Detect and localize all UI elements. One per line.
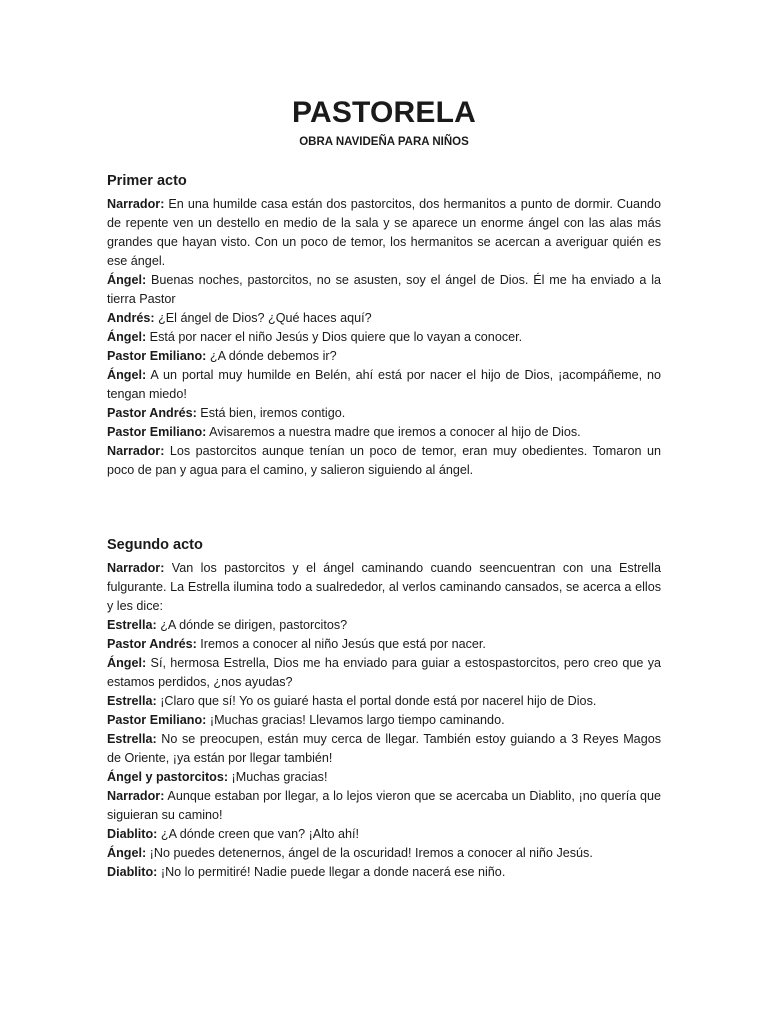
dialogue-line — [107, 768, 661, 787]
speaker-name: Estrella: — [107, 732, 157, 746]
dialogue-line — [107, 442, 661, 480]
speaker-name: Ángel: — [107, 656, 147, 670]
act-heading: Primer acto — [107, 173, 187, 189]
dialogue-line — [107, 366, 661, 404]
speaker-name: Ángel: — [107, 273, 147, 287]
speaker-name: Pastor Emiliano: — [107, 425, 207, 439]
speaker-name: Pastor Andrés: — [107, 637, 197, 651]
dialogue-line — [107, 616, 661, 635]
dialogue-text: En una humilde casa están dos pastorcitos, dos hermanitos a punto de dormir. Cuando de repente ven un destello en medio de la sala y se aparece un enorme ángel con las alas más grandes que hayan visto. Con un poco de temor, los hermanitos se acercan a averiguar quién es ese ángel. — [107, 197, 661, 268]
dialogue-text: ¿A dónde se dirigen, pastorcitos? — [156, 618, 348, 632]
dialogue-line — [107, 559, 661, 616]
act-section — [107, 534, 661, 882]
dialogue-block — [107, 195, 661, 480]
speaker-name: Ángel: — [107, 368, 147, 382]
speaker-name: Estrella: — [107, 694, 157, 708]
dialogue-text: Los pastorcitos aunque tenían un poco de temor, eran muy obedientes. Tomaron un poco de pan y agua para el camino, y salieron siguiendo al ángel. — [107, 444, 661, 477]
dialogue-block — [107, 559, 661, 882]
dialogue-line — [107, 328, 661, 347]
dialogue-line — [107, 423, 661, 442]
dialogue-line — [107, 347, 661, 366]
dialogue-line — [107, 195, 661, 271]
speaker-name: Diablito: — [107, 827, 158, 841]
speaker-name: Narrador: — [107, 444, 165, 458]
document-subtitle: OBRA NAVIDEÑA PARA NIÑOS — [299, 136, 469, 148]
dialogue-line — [107, 404, 661, 423]
dialogue-text: Está bien, iremos contigo. — [196, 406, 346, 420]
dialogue-line — [107, 730, 661, 768]
dialogue-text: Iremos a conocer al niño Jesús que está por nacer. — [196, 637, 486, 651]
dialogue-text: Van los pastorcitos y el ángel caminando cuando seencuentran con una Estrella fulgurante. La Estrella ilumina todo a sualrededor, al verlos caminando cansados, se acerca a ellos y les dice: — [107, 561, 661, 613]
dialogue-text: ¡Claro que sí! Yo os guiaré hasta el portal donde está por nacerel hijo de Dios. — [156, 694, 597, 708]
speaker-name: Pastor Andrés: — [107, 406, 197, 420]
speaker-name: Andrés: — [107, 311, 155, 325]
speaker-name: Ángel: — [107, 846, 147, 860]
dialogue-line — [107, 635, 661, 654]
speaker-name: Ángel y pastorcitos: — [107, 770, 229, 784]
dialogue-line — [107, 309, 661, 328]
dialogue-text: ¿El ángel de Dios? ¿Qué haces aquí? — [154, 311, 372, 325]
speaker-name: Estrella: — [107, 618, 157, 632]
dialogue-line — [107, 787, 661, 825]
document-title: PASTORELA — [291, 96, 477, 129]
dialogue-text: ¿A dónde creen que van? ¡Alto ahí! — [157, 827, 360, 841]
dialogue-line — [107, 654, 661, 692]
speaker-name: Pastor Emiliano: — [107, 349, 207, 363]
dialogue-text: ¡No lo permitiré! Nadie puede llegar a donde nacerá ese niño. — [157, 865, 506, 879]
dialogue-text: No se preocupen, están muy cerca de llegar. También estoy guiando a 3 Reyes Magos de Oriente, ¡ya están por llegar también! — [107, 732, 661, 765]
speaker-name: Diablito: — [107, 865, 158, 879]
dialogue-text: A un portal muy humilde en Belén, ahí está por nacer el hijo de Dios, ¡acompáñeme, no tengan miedo! — [107, 368, 661, 401]
act-heading: Segundo acto — [107, 537, 203, 553]
dialogue-text: Está por nacer el niño Jesús y Dios quiere que lo vayan a conocer. — [146, 330, 523, 344]
dialogue-line — [107, 692, 661, 711]
dialogue-line — [107, 863, 661, 882]
dialogue-line — [107, 711, 661, 730]
dialogue-text: Aunque estaban por llegar, a lo lejos vieron que se acercaba un Diablito, ¡no quería que siguieran su camino! — [107, 789, 661, 822]
dialogue-text: Sí, hermosa Estrella, Dios me ha enviado para guiar a estospastorcitos, pero creo que ya estamos perdidos, ¿nos ayudas? — [107, 656, 661, 689]
dialogue-line — [107, 271, 661, 309]
dialogue-line — [107, 844, 661, 863]
speaker-name: Narrador: — [107, 197, 165, 211]
dialogue-text: ¡No puedes detenernos, ángel de la oscuridad! Iremos a conocer al niño Jesús. — [146, 846, 593, 860]
dialogue-text: Buenas noches, pastorcitos, no se asusten, soy el ángel de Dios. Él me ha enviado a la tierra Pastor — [107, 273, 661, 306]
dialogue-text: ¿A dónde debemos ir? — [206, 349, 337, 363]
speaker-name: Narrador: — [107, 561, 165, 575]
act-section — [107, 170, 661, 480]
speaker-name: Pastor Emiliano: — [107, 713, 207, 727]
speaker-name: Narrador: — [107, 789, 165, 803]
speaker-name: Ángel: — [107, 330, 147, 344]
dialogue-text: ¡Muchas gracias! — [228, 770, 328, 784]
dialogue-line — [107, 825, 661, 844]
dialogue-text: Avisaremos a nuestra madre que iremos a conocer al hijo de Dios. — [206, 425, 581, 439]
dialogue-text: ¡Muchas gracias! Llevamos largo tiempo caminando. — [206, 713, 505, 727]
